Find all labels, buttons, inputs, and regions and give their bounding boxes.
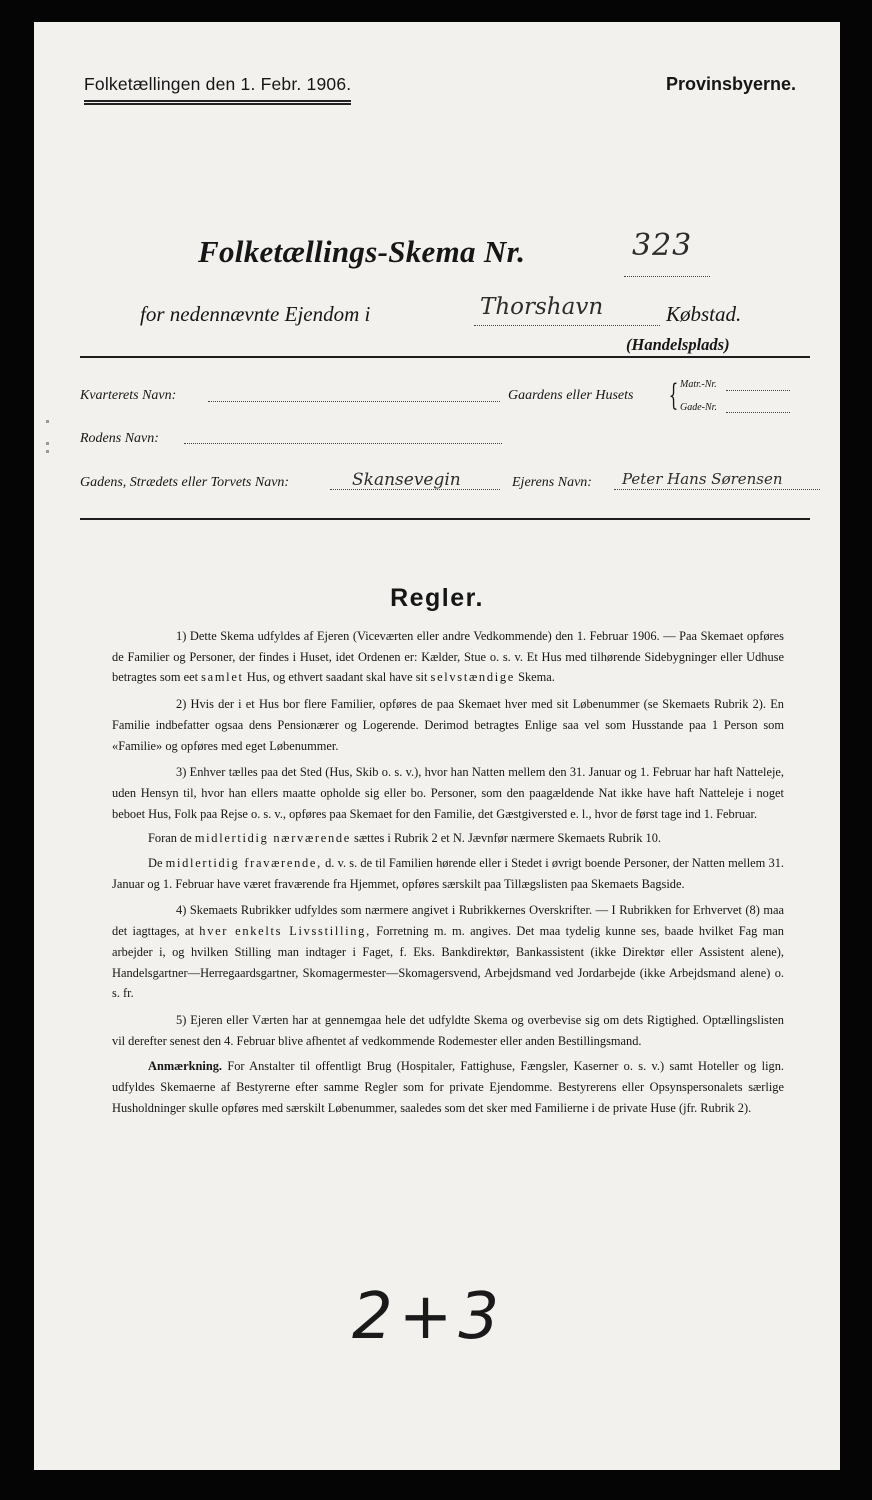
kvarter-label: Kvarterets Navn: xyxy=(80,388,177,403)
skema-number: 323 xyxy=(632,228,693,263)
edge-mark xyxy=(46,420,49,423)
census-form-sheet xyxy=(34,22,840,1470)
gade-nr-line xyxy=(726,412,790,413)
ejer-line xyxy=(614,489,820,490)
regler-title: Regler. xyxy=(390,584,484,612)
region-header: Provinsbyerne. xyxy=(665,74,796,94)
handwritten-annotation: 2+3 xyxy=(352,1280,506,1354)
edge-mark xyxy=(46,442,49,445)
anmaerkning: Anmærkning. For Anstalter til offentligt Brug (Hospitaler, Fattighuse, Fængsler, Kaserner o. s. v.) samt Hoteller og lign. udfyldes Skemaerne af Bestyrerne efter samme Regler som for private Ejendomme. Bestyrerens eller Opsynspersonalets særlige Husholdninger skulle opføres med særskilt Løbenummer, saaledes som det sker med Familierne i de private Huse (jfr. Rubrik 2). xyxy=(112,1059,784,1115)
town-name: Thorshavn xyxy=(480,294,604,320)
form-subtitle: for nedennævnte Ejendom i xyxy=(140,302,371,326)
matr-label: Matr.-Nr. xyxy=(680,379,717,390)
gade-navn-line xyxy=(330,489,500,490)
rule-1: 1) Dette Skema udfyldes af Ejeren (Viceværten eller andre Vedkommende) den 1. Februar 1906. — Paa Skemaet opføres de Familier og Personer, der findes i Huset, idet Ordenen er: Kælder, Stue o. s. v. Et Hus med tilhørende Sidebygninger eller Udhuse betragtes som eet samlet Hus, og ethvert saadant skal have sit selvstændige Skema. xyxy=(112,629,784,685)
rule-3-fraværende: De midlertidig fraværende, d. v. s. de til Familien hørende eller i Stedet i øvrigt boende Personer, der Natten mellem 31. Januar og 1. Februar have været fraværende fra Hjemmet, opføres særskilt paa Tillægslisten paa Skemaets Bagside. xyxy=(112,856,784,891)
matr-line xyxy=(726,390,790,391)
gaard-label: Gaardens eller Husets xyxy=(508,388,634,403)
header-underline xyxy=(84,100,351,102)
rule-3: 3) Enhver tælles paa det Sted (Hus, Skib o. s. v.), hvor han Natten mellem den 31. Januar og 1. Februar har haft Natteleje, uden Hensyn til, hvor han ellers maatte opholde sig eller bo. Personer, som den paagældende Nat ikke have haft Natteleje i noget beboet Hus, Folk paa Rejse o. s. v., opføres paa Skemaet for den Familie, det Gæstgiversted e. l., hvor de først tage ind 1. Februar. xyxy=(112,765,784,821)
rule-2: 2) Hvis der i et Hus bor flere Familier, opføres de paa Skemaet hver med sit Løbenummer (se Skemaets Rubrik 2). En Familie indbefatter ogsaa dens Pensionærer og Logerende. Derimod betragtes Enlige saa vel som Husstande paa 1 Person som «Familie» og opføres med eget Løbenummer. xyxy=(112,697,784,753)
rode-line xyxy=(184,443,502,444)
ejer-label: Ejerens Navn: xyxy=(512,475,592,490)
census-date-header: Folketællingen den 1. Febr. 1906. xyxy=(84,74,351,95)
ejer-value: Peter Hans Sørensen xyxy=(622,470,783,488)
edge-mark xyxy=(46,450,49,453)
skema-number-line xyxy=(624,276,710,277)
gade-navn-label: Gadens, Strædets eller Torvets Navn: xyxy=(80,475,290,490)
top-divider xyxy=(80,356,810,358)
brace-icon: { xyxy=(668,378,679,413)
rode-label: Rodens Navn: xyxy=(80,431,159,446)
rule-4: 4) Skemaets Rubrikker udfyldes som nærmere angivet i Rubrikkernes Overskrifter. — I Rubrikken for Erhvervet (8) maa det iagttages, at hver enkelts Livsstilling, Forretning m. m. angives. Det maa tydelig kunne ses, baade hvilket Fag man arbejder i, og hvilken Stilling man indtager i Faget, f. Eks. Bankdirektør, Bankassistent (ikke Direktør eller Assistent alene), Handelsgartner—Herregaardsgartner, Skomagermester—Skomagersvend, Arbejdsmand ved Jordarbejde (ikke Arbejdsmand alene) o. s. fr. xyxy=(112,903,784,1001)
rule-3-nærværende: Foran de midlertidig nærværende sættes i Rubrik 2 et N. Jævnfør nærmere Skemaets Rubrik 10. xyxy=(148,831,662,846)
town-line xyxy=(474,325,660,326)
rules-section xyxy=(112,626,784,1118)
bottom-divider xyxy=(80,518,810,520)
kobstad-label: Købstad. xyxy=(666,302,742,326)
form-title: Folketællings-Skema Nr. xyxy=(198,234,526,269)
gade-navn-value: Skansevegin xyxy=(352,470,461,490)
handelsplads-label: (Handelsplads) xyxy=(626,335,730,354)
gade-nr-label: Gade-Nr. xyxy=(680,402,717,413)
header-underline-2 xyxy=(84,103,351,105)
kvarter-line xyxy=(208,401,500,402)
rule-5: 5) Ejeren eller Værten har at gennemgaa hele det udfyldte Skema og overbevise sig om dets Rigtighed. Optællingslisten vil derefter senest den 4. Februar blive afhentet af vedkommende Rodemester eller anden Bestillingsmand. xyxy=(112,1012,784,1048)
